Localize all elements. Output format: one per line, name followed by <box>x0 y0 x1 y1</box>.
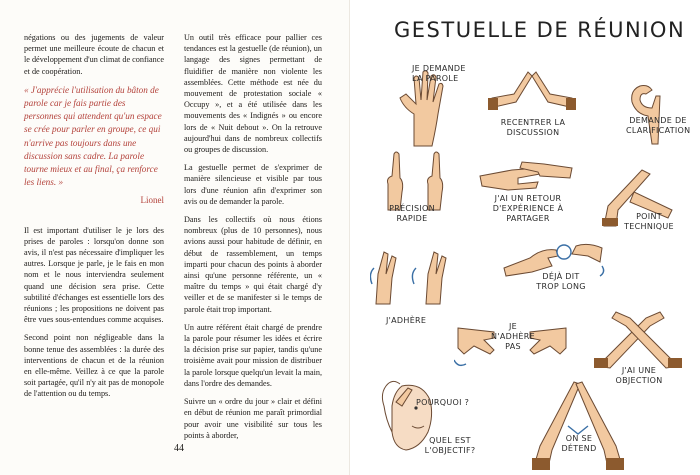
wiggling-hands-illustration <box>370 244 450 308</box>
label-feedback: J'AI UN RETOUR D'EXPÉRIENCE À PARTAGER <box>492 194 564 223</box>
label-calm: ON SE DÉTEND <box>561 434 597 453</box>
label-precision: PRÉCISION RAPIDE <box>389 204 435 223</box>
label-recenter: RECENTRER LA DISCUSSION <box>500 118 566 137</box>
label-raise-hand: JE DEMANDE LA PAROLE <box>412 64 466 83</box>
paragraph: Un outil très efficace pour pallier ces tendances est la gestuelle (de réunion), un langage des signes permettant de fluidifier de manière non violente les assemblées. Cette méthode est née du mouvement de protestation sociale « Occupy », et a été utilisée dans les mouvements des « Indignés » ou encore lors de « Nuit debout ». On la retrouve aujourd'hui dans de nombreux collectifs ou groupes de discussion. <box>184 33 322 155</box>
paragraph: Suivre un « ordre du jour » clair et défini en début de réunion me paraît primordial pour avoir une visibilité sur tous les points à aborder, <box>184 397 322 440</box>
page-title: GESTUELLE DE RÉUNION <box>394 18 686 42</box>
crossed-arms-illustration <box>590 300 686 370</box>
label-technical: POINT TECHNIQUE <box>624 212 674 231</box>
label-too-long: DÉJÀ DIT TROP LONG <box>536 272 586 291</box>
right-page <box>350 0 700 475</box>
label-objection: J'AI UNE OBJECTION <box>615 366 663 385</box>
paragraph: Dans les collectifs où nous étions nombreux (plus de 10 personnes), nous avions aussi pour habitude de définir, en début de rassemblement, un temps imparti pour chacun des points à aborder ainsi qu'une personne référente, un « maître du temps » qui était chargé d'y veiller et de se manifester si le temps de parole était trop important. <box>184 215 322 314</box>
interlocked-hands-illustration <box>478 146 574 196</box>
paragraph: La gestuelle permet de s'exprimer de manière silencieuse et visible par tous lors d'une réunion afin d'exprimer son avis ou de demander la parole. <box>184 163 322 206</box>
paragraph: Un autre référent était chargé de prendre la parole pour résumer les idées et écrire la décision prise sur papier, tandis qu'une troisième avait pour mission de distribuer la parole lorsque quelqu'un levait la main, dans l'ordre des demandes. <box>184 322 322 388</box>
label-goal: QUEL EST L'OBJECTIF? <box>424 436 476 455</box>
triangle-hands-illustration <box>486 68 578 118</box>
left-column <box>24 32 164 407</box>
label-agree: J'ADHÈRE <box>386 316 427 325</box>
paragraph: négations ou des jugements de valeur permet une meilleure écoute de chacun et le développement d'un climat de confiance et de coopération. <box>24 33 164 76</box>
paragraph: Il est important d'utiliser le je lors des prises de paroles : lorsqu'on donne son avis, il n'est pas nécessaire d'impliquer les autres. Lorsque je parle, je le fais en mon nom et le nous interviendra seulement quand une décision sera prise. Cette subtilité d'échanges est essentielle lors des réunions ; les propositions ne doivent pas être vues sous-entendues comme acquises. <box>24 225 164 325</box>
label-disagree: JE N'ADHÈRE PAS <box>491 322 535 351</box>
paragraph: Second point non négligeable dans la bonne tenue des assemblées : la durée des interventions de chacun et de la réunion en elle-même. Veillez à ce que la parole soit partagée, qu'il n'y ait pas de monopole de l'attention ou du temps. <box>24 333 164 399</box>
pull-quote: « J'apprécie l'utilisation du bâton de parole car je fais partie des personnes qui attendent qu'un espace se crée pour parler en groupe, ce qui n'arrive pas toujours dans une discussion sans cadre. La parole tourne mieux et au final, ça renforce les liens. » <box>24 84 162 188</box>
quote-author: Lionel <box>140 195 164 206</box>
label-why: POURQUOI ? <box>416 398 470 407</box>
label-clarification: DEMANDE DE CLARIFICATION <box>626 116 691 135</box>
page-number: 44 <box>174 443 184 454</box>
pyramid-hands-illustration <box>528 376 628 472</box>
right-column <box>184 32 322 448</box>
index-fingers-illustration <box>378 148 452 212</box>
